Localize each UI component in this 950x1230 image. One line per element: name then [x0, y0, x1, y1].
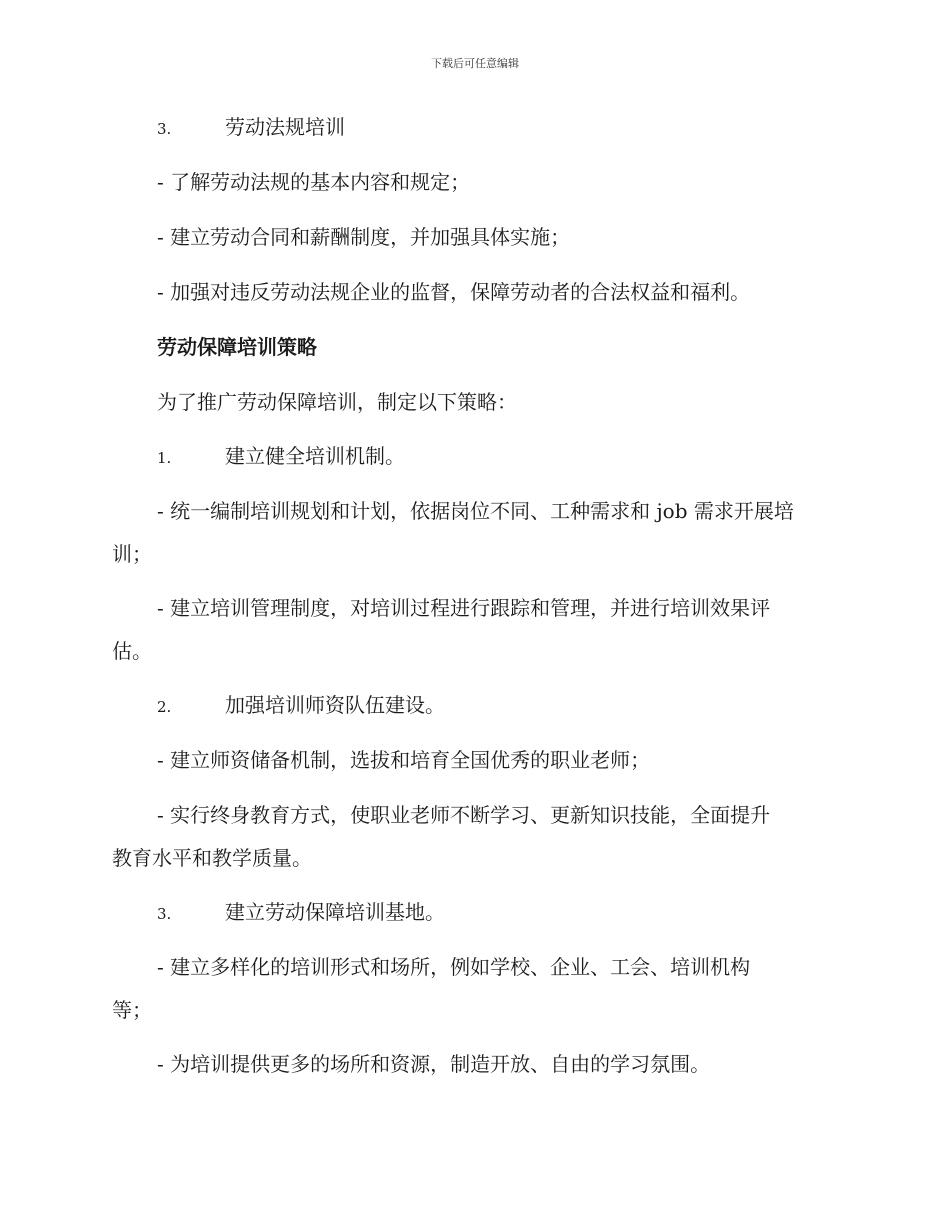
paragraph: - 统一编制培训规划和计划，依据岗位不同、工种需求和 job 需求开展培: [157, 499, 794, 523]
paragraph-continuation: 估。: [112, 639, 152, 663]
paragraph-continuation: 教育水平和教学质量。: [112, 846, 312, 870]
item-number: 2.: [157, 698, 172, 716]
paragraph: - 实行终身教育方式，使职业老师不断学习、更新知识技能，全面提升: [157, 803, 771, 827]
numbered-item: [157, 446, 883, 468]
item-text: 加强培训师资队伍建设。: [225, 693, 445, 717]
paragraph: - 建立师资储备机制，选拔和培育全国优秀的职业老师；: [157, 748, 651, 772]
paragraph: - 建立培训管理制度，对培训过程进行跟踪和管理，并进行培训效果评: [157, 596, 771, 620]
paragraph: 为了推广劳动保障培训，制定以下策略：: [157, 390, 517, 414]
paragraph-continuation: 等；: [112, 998, 152, 1022]
page-header: 下载后可任意编辑: [431, 57, 519, 70]
paragraph: - 为培训提供更多的场所和资源，制造开放、自由的学习氛围。: [157, 1052, 711, 1076]
paragraph: - 建立劳动合同和薪酬制度，并加强具体实施；: [157, 225, 571, 249]
item-text: 建立健全培训机制。: [225, 444, 405, 468]
numbered-item: [157, 695, 883, 717]
paragraph: - 了解劳动法规的基本内容和规定；: [157, 170, 471, 194]
paragraph: - 建立多样化的培训形式和场所，例如学校、企业、工会、培训机构: [157, 955, 751, 979]
section-heading: 劳动保障培训策略: [157, 335, 317, 359]
item-text: 建立劳动保障培训基地。: [225, 900, 445, 924]
item-number: 1.: [157, 449, 172, 467]
numbered-item: [157, 902, 883, 924]
paragraph-continuation: 训；: [112, 542, 152, 566]
item-text: 劳动法规培训: [225, 115, 345, 139]
item-number: 3.: [157, 120, 172, 138]
numbered-item: [157, 117, 883, 139]
item-number: 3.: [157, 905, 172, 923]
paragraph: - 加强对违反劳动法规企业的监督，保障劳动者的合法权益和福利。: [157, 280, 751, 304]
